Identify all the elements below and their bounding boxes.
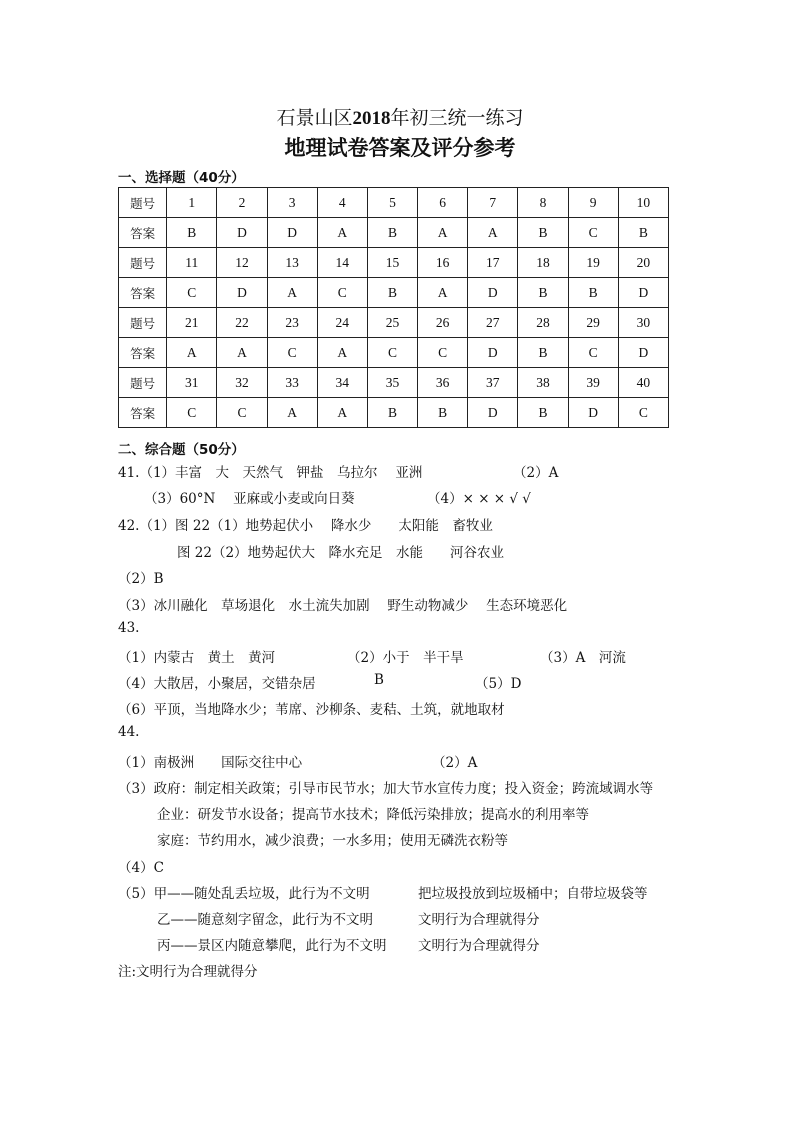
table-row xyxy=(119,278,669,308)
answer-text: （3）政府：制定相关政策；引导市民节水；加大节水宣传力度；投入资金；跨流域调水等 xyxy=(118,781,654,797)
answer-cell: A xyxy=(267,398,317,428)
answer-cell: B xyxy=(568,278,618,308)
question-number-cell: 17 xyxy=(468,248,518,278)
answer-text: （3）A 河流 xyxy=(540,650,626,666)
answer-cell: C xyxy=(217,398,267,428)
answer-text: （1）内蒙古 黄土 黄河 xyxy=(118,650,276,666)
answer-cell: C xyxy=(418,338,468,368)
question-number-cell: 1 xyxy=(167,188,217,218)
answer-cell: D xyxy=(267,218,317,248)
answer-cell: D xyxy=(618,338,668,368)
question-number-cell: 12 xyxy=(217,248,267,278)
row-label: 答案 xyxy=(119,338,167,368)
question-number-cell: 37 xyxy=(468,368,518,398)
answer-text: 41.（1）丰富 大 天然气 钾盐 乌拉尔 亚洲 xyxy=(118,465,423,481)
question-number-cell: 30 xyxy=(618,308,668,338)
question-number-cell: 33 xyxy=(267,368,317,398)
answer-cell: D xyxy=(217,278,267,308)
table-row xyxy=(119,398,669,428)
answer-text: B xyxy=(374,672,384,688)
question-number-cell: 23 xyxy=(267,308,317,338)
answer-text: （5）D xyxy=(475,676,522,692)
question-number-cell: 32 xyxy=(217,368,267,398)
table-row xyxy=(119,248,669,278)
answer-cell: B xyxy=(167,218,217,248)
question-number-cell: 28 xyxy=(518,308,568,338)
answer-cell: B xyxy=(418,398,468,428)
answer-cell: B xyxy=(518,218,568,248)
question-number-cell: 36 xyxy=(418,368,468,398)
question-number-cell: 7 xyxy=(468,188,518,218)
table-row xyxy=(119,338,669,368)
question-number-cell: 5 xyxy=(367,188,417,218)
answer-text: （4）C xyxy=(118,860,164,876)
answer-text: 文明行为合理就得分 xyxy=(418,912,540,928)
answer-cell: D xyxy=(468,398,518,428)
answer-cell: C xyxy=(367,338,417,368)
question-number-cell: 3 xyxy=(267,188,317,218)
answer-cell: B xyxy=(618,218,668,248)
answer-text: （3）冰川融化 草场退化 水土流失加剧 野生动物减少 生态环境恶化 xyxy=(118,598,568,614)
table-row xyxy=(119,368,669,398)
answer-text: （2）小于 半干旱 xyxy=(347,650,464,666)
question-number-cell: 16 xyxy=(418,248,468,278)
title-district: 石景山区 xyxy=(276,107,353,129)
answer-cell: A xyxy=(167,338,217,368)
answer-cell: D xyxy=(217,218,267,248)
answer-text: （2）B xyxy=(118,571,164,587)
question-number-cell: 15 xyxy=(367,248,417,278)
question-number-cell: 22 xyxy=(217,308,267,338)
answer-text: 42.（1）图 22（1）地势起伏小 降水少 太阳能 畜牧业 xyxy=(118,518,493,534)
answer-cell: D xyxy=(468,278,518,308)
answer-cell: B xyxy=(367,218,417,248)
question-number-cell: 6 xyxy=(418,188,468,218)
question-number-cell: 21 xyxy=(167,308,217,338)
answer-cell: A xyxy=(317,218,367,248)
question-number-cell: 14 xyxy=(317,248,367,278)
answer-cell: C xyxy=(317,278,367,308)
question-number-cell: 4 xyxy=(317,188,367,218)
question-number-cell: 39 xyxy=(568,368,618,398)
question-number-cell: 13 xyxy=(267,248,317,278)
answer-cell: A xyxy=(317,398,367,428)
answer-cell: C xyxy=(568,338,618,368)
answer-cell: C xyxy=(267,338,317,368)
row-label: 答案 xyxy=(119,278,167,308)
table-row xyxy=(119,308,669,338)
answer-cell: B xyxy=(367,398,417,428)
answer-cell: C xyxy=(568,218,618,248)
answer-text: （3）60°N 亚麻或小麦或向日葵 xyxy=(144,491,355,507)
section-multiple-choice-heading: 一、选择题（40分） xyxy=(118,170,245,186)
answer-cell: A xyxy=(217,338,267,368)
answer-text: 家庭：节约用水，减少浪费；一水多用；使用无磷洗衣粉等 xyxy=(157,833,508,849)
question-number-cell: 24 xyxy=(317,308,367,338)
answer-text: 图 22（2）地势起伏大 降水充足 水能 河谷农业 xyxy=(177,545,505,561)
question-number-cell: 9 xyxy=(568,188,618,218)
answer-text: 把垃圾投放到垃圾桶中；自带垃圾袋等 xyxy=(418,886,648,902)
question-number-cell: 20 xyxy=(618,248,668,278)
answer-cell: B xyxy=(367,278,417,308)
question-number-cell: 8 xyxy=(518,188,568,218)
answer-cell: A xyxy=(468,218,518,248)
answer-text: （2）A xyxy=(432,755,478,771)
answer-cell: D xyxy=(468,338,518,368)
answer-cell: A xyxy=(317,338,367,368)
question-number-cell: 10 xyxy=(618,188,668,218)
table-row xyxy=(119,188,669,218)
answer-cell: A xyxy=(267,278,317,308)
answer-cell: D xyxy=(618,278,668,308)
row-label: 题号 xyxy=(119,368,167,398)
answer-cell: C xyxy=(167,278,217,308)
question-number-cell: 11 xyxy=(167,248,217,278)
question-number-cell: 38 xyxy=(518,368,568,398)
answer-cell: D xyxy=(568,398,618,428)
answer-cell: A xyxy=(418,278,468,308)
answer-cell: B xyxy=(518,398,568,428)
answer-text: 丙——景区内随意攀爬，此行为不文明 xyxy=(157,938,387,954)
answer-text: 乙——随意刻字留念，此行为不文明 xyxy=(157,912,373,928)
row-label: 题号 xyxy=(119,188,167,218)
question-number-cell: 35 xyxy=(367,368,417,398)
row-label: 题号 xyxy=(119,308,167,338)
answer-text: （6）平顶，当地降水少；苇席、沙柳条、麦秸、土筑，就地取材 xyxy=(118,702,505,718)
question-number-cell: 2 xyxy=(217,188,267,218)
question-number-cell: 29 xyxy=(568,308,618,338)
answer-cell: C xyxy=(167,398,217,428)
table-row xyxy=(119,218,669,248)
answer-text: 44. xyxy=(118,724,140,740)
exam-subtitle: 地理试卷答案及评分参考 xyxy=(284,136,516,160)
row-label: 答案 xyxy=(119,398,167,428)
question-number-cell: 18 xyxy=(518,248,568,278)
question-number-cell: 40 xyxy=(618,368,668,398)
answer-cell: B xyxy=(518,338,568,368)
answer-text: 企业：研发节水设备；提高节水技术；降低污染排放；提高水的利用率等 xyxy=(157,807,589,823)
question-number-cell: 19 xyxy=(568,248,618,278)
title-year: 2018 xyxy=(352,108,391,129)
section-comprehensive-heading: 二、综合题（50分） xyxy=(118,442,245,458)
answer-text: （4）大散居，小聚居，交错杂居 xyxy=(118,676,316,692)
answer-text: 文明行为合理就得分 xyxy=(418,938,540,954)
answer-table xyxy=(118,187,669,428)
answer-cell: B xyxy=(518,278,568,308)
answer-text: （2）A xyxy=(513,465,559,481)
answer-cell: A xyxy=(418,218,468,248)
answer-text: （1）南极洲 国际交往中心 xyxy=(118,755,303,771)
question-number-cell: 34 xyxy=(317,368,367,398)
answer-text: 43. xyxy=(118,620,140,636)
row-label: 答案 xyxy=(119,218,167,248)
question-number-cell: 26 xyxy=(418,308,468,338)
question-number-cell: 31 xyxy=(167,368,217,398)
question-number-cell: 25 xyxy=(367,308,417,338)
exam-title xyxy=(0,103,800,130)
answer-text: （4）× × × √ √ xyxy=(427,491,531,507)
answer-text: 注:文明行为合理就得分 xyxy=(118,964,258,980)
title-exam-name: 年初三统一练习 xyxy=(390,107,524,129)
question-number-cell: 27 xyxy=(468,308,518,338)
row-label: 题号 xyxy=(119,248,167,278)
answer-text: （5）甲——随处乱丢垃圾，此行为不文明 xyxy=(118,886,370,902)
answer-cell: C xyxy=(618,398,668,428)
